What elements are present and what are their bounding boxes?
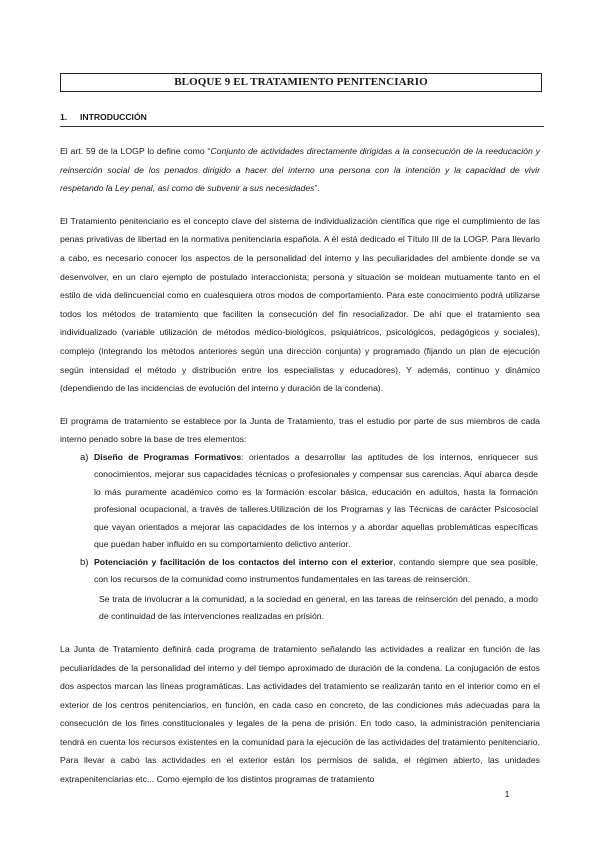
list-item — [60, 554, 538, 626]
section-title: INTRODUCCIÓN — [80, 112, 147, 122]
list-item-text: , contando siempre que sea posible, con los recursos de la comunidad como instrumentos fundamentales en las tareas de reinserción. — [94, 556, 538, 585]
paragraph-program: El programa de tratamiento se establece por la Junta de Tratamiento, tras el estudio por parte de sus miembros de cada interno penado sobre la base de tres elementos: — [60, 415, 540, 445]
definition-quote: Conjunto de actividades directamente dirigidas a la consecución de la reeducación y reinserción social de los penados dirigido a hacer del interno una persona con la intención y la capacidad de vivir respetando la Ley penal, así como de subvenir a sus necesidades — [60, 146, 541, 194]
elements-list — [60, 449, 540, 626]
body-text — [60, 142, 540, 789]
definition-lead: El art. 59 de la LOGP lo define como “ — [60, 146, 211, 156]
list-marker: a) — [80, 451, 89, 463]
definition-close: ”. — [314, 183, 320, 194]
list-item-heading: Diseño de Programas Formativos — [94, 451, 242, 462]
page-number: 1 — [504, 789, 510, 799]
list-item-text: : orientados a desarrollar las aptitudes de los internos, enriquecer sus conocimientos, mejorar sus capacidades técnicas o profesionales y compensar sus carencias. Aquí abarca desde lo más puramente académico como es la formación escolar básica, educación en adultos, hasta la formación profesional ocupacional, a través de talleres.Utilización de los Programas y las Técnicas de carácter Psicosocial que vayan orientados a mejorar las capacidades de los internos y a abordar aquellas problemáticas específicas que puedan haber influido en su comportamiento delictivo anterior. — [94, 451, 539, 550]
paragraph-junta: La Junta de Tratamiento definirá cada programa de tratamiento señalando las actividades a realizar en función de las peculiaridades de la personalidad del interno y del tiempo aproximado de duración de la condena. La conjugación de estos dos aspectos marcan las líneas programáticas. Las actividades del tratamiento se realizarán tanto en el interior como en el exterior de los centros penitenciarios, en función, en cada caso en concreto, de las condiciones más adecuadas para la consecución de los fines constitucionales y legales de la pena de prisión. En todo caso, la administración penitenciaria tendrá en cuenta los recursos existentes en la comunidad para la ejecución de las actividades del tratamiento penitenciario. Para llevar a cabo las actividades en el exterior están los permisos de salida, el régimen abierto, las unidades extrapenitenciarias etc... Como ejemplo de los distintos programas de tratamiento — [60, 643, 540, 785]
section-number: 1. — [60, 112, 68, 122]
list-item-extra: Se trata de involucrar a la comunidad, a la sociedad en general, en las tareas de reinserción del penado, a modo de continuidad de las intervenciones realizadas en prisión. — [99, 593, 538, 622]
list-item — [60, 449, 538, 554]
document-title: BLOQUE 9 EL TRATAMIENTO PENITENCIARIO — [60, 73, 542, 92]
list-item-heading: Potenciación y facilitación de los contactos del interno con el exterior — [94, 556, 394, 567]
paragraph-definition — [60, 142, 540, 198]
paragraph-concept: El Tratamiento penitenciario es el concepto clave del sistema de individualización científica que rige el cumplimiento de las penas privativas de libertad en la normativa penitenciaria española. A él está dedicado el Título III de la LOGP. Para llevarlo a cabo, es necesario conocer los aspectos de la personalidad del interno y las peculiaridades del ambiente donde se va desenvolver, en un claro ejemplo de postulado interaccionista; persona y situación se moldean mutuamente tanto en el estilo de vida delincuencial como en cualesquiera otros modos de comportamiento. Para este conocimiento podrá utilizarse todos los métodos de tratamiento que faciliten la consecución del fin resocializador. De ahí que el tratamiento sea individualizado (variable utilización de métodos médico-biológicos, psiquiátricos, psicológicos, pedagógicos y sociales), complejo (integrando los métodos anteriores según una dirección conjunta) y programado (fijando un plan de ejecución según intensidad el método y distribución entre los especialistas y educadores). Y además, continuo y dinámico (dependiendo de las incidencias de evolución del interno y duración de la condena). — [60, 215, 540, 394]
section-heading — [60, 110, 544, 127]
list-marker: b) — [80, 556, 89, 568]
